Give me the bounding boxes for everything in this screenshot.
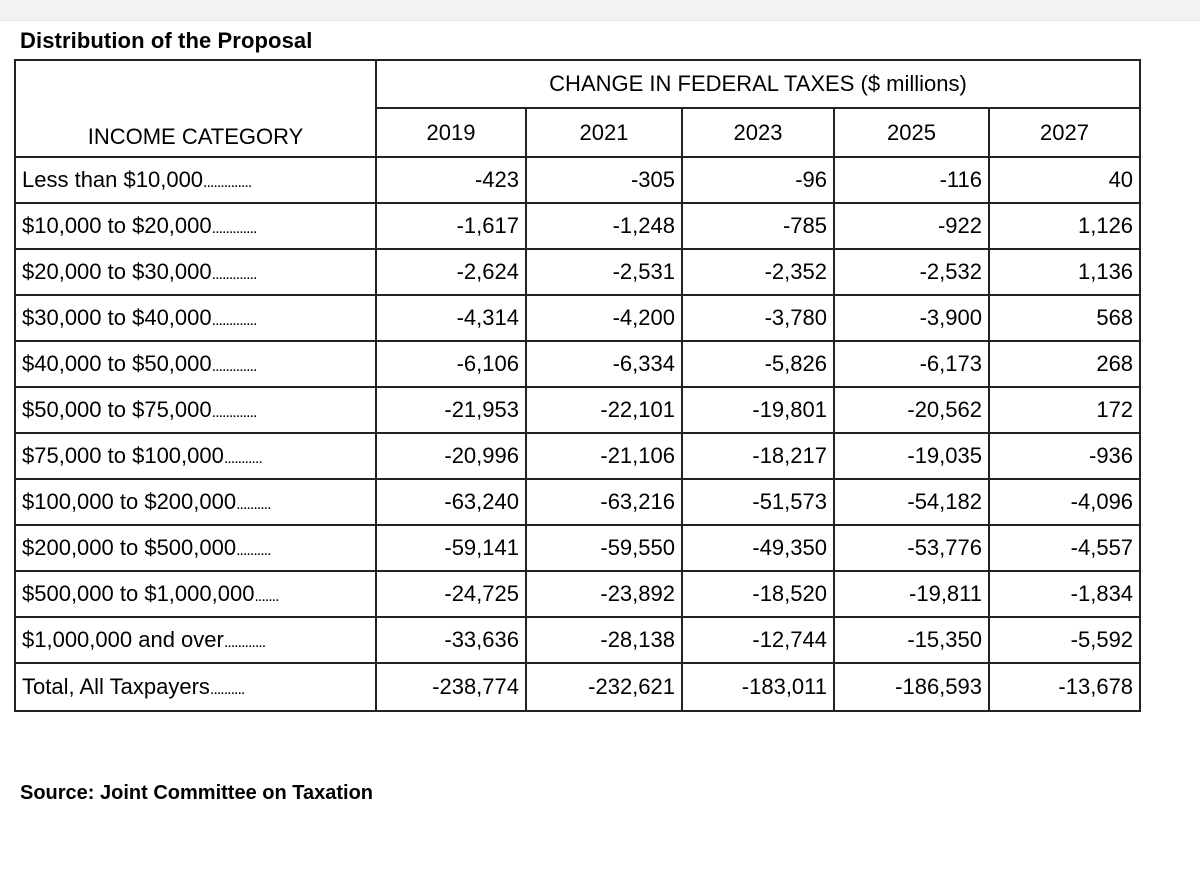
income-category-label: $75,000 to $100,000 [22,443,224,468]
leader-dots: ............. [211,404,257,421]
value-cell: -59,141 [376,525,526,571]
value-cell: -33,636 [376,617,526,663]
value-cell: -3,780 [682,295,834,341]
leader-dots: ............. [211,312,257,329]
leader-dots: ....... [254,588,279,605]
distribution-table [14,59,1141,712]
value-cell: -13,678 [989,663,1140,711]
income-category-cell [15,663,376,711]
value-cell: -12,744 [682,617,834,663]
value-cell: -21,106 [526,433,682,479]
value-cell: -49,350 [682,525,834,571]
income-category-label: $500,000 to $1,000,000 [22,581,255,606]
value-cell: -63,240 [376,479,526,525]
value-cell: -19,035 [834,433,989,479]
income-category-label: $30,000 to $40,000 [22,305,212,330]
value-cell: 1,126 [989,203,1140,249]
value-cell: -20,996 [376,433,526,479]
income-category-cell [15,203,376,249]
value-cell: -922 [834,203,989,249]
value-cell: 568 [989,295,1140,341]
value-cell: -18,520 [682,571,834,617]
income-category-label: $1,000,000 and over [22,627,224,652]
value-cell: -1,617 [376,203,526,249]
year-header: 2025 [834,108,989,157]
income-category-cell [15,571,376,617]
leader-dots: .............. [203,174,252,191]
value-cell: -4,557 [989,525,1140,571]
table-row [15,525,1140,571]
value-cell: -238,774 [376,663,526,711]
table-row [15,249,1140,295]
value-cell: -19,801 [682,387,834,433]
table-row [15,341,1140,387]
income-category-cell [15,479,376,525]
table-row [15,157,1140,203]
value-cell: -3,900 [834,295,989,341]
income-category-label: $20,000 to $30,000 [22,259,212,284]
value-cell: -53,776 [834,525,989,571]
value-cell: -2,624 [376,249,526,295]
value-cell: -96 [682,157,834,203]
leader-dots: ............. [211,220,257,237]
income-category-label: Total, All Taxpayers [22,674,210,699]
value-cell: -936 [989,433,1140,479]
value-cell: -5,826 [682,341,834,387]
income-category-header: INCOME CATEGORY [15,60,376,157]
value-cell: -5,592 [989,617,1140,663]
income-category-cell [15,295,376,341]
value-cell: -4,200 [526,295,682,341]
income-category-label: $40,000 to $50,000 [22,351,212,376]
income-category-cell [15,387,376,433]
year-header: 2027 [989,108,1140,157]
income-category-label: $100,000 to $200,000 [22,489,237,514]
source-note: Source: Joint Committee on Taxation [20,782,373,804]
leader-dots: ............. [211,358,257,375]
value-cell: -23,892 [526,571,682,617]
year-header: 2023 [682,108,834,157]
year-header: 2021 [526,108,682,157]
income-category-label: $50,000 to $75,000 [22,397,212,422]
year-header: 2019 [376,108,526,157]
table-row [15,571,1140,617]
table-row [15,387,1140,433]
value-cell: -28,138 [526,617,682,663]
income-category-label: $10,000 to $20,000 [22,213,212,238]
value-cell: -1,248 [526,203,682,249]
value-cell: -183,011 [682,663,834,711]
value-cell: -116 [834,157,989,203]
income-category-cell [15,249,376,295]
table-body [15,157,1140,711]
total-row [15,663,1140,711]
table-row [15,617,1140,663]
value-cell: -51,573 [682,479,834,525]
table-row [15,479,1140,525]
value-cell: -20,562 [834,387,989,433]
leader-dots: .......... [209,681,245,698]
leader-dots: .......... [236,542,271,559]
leader-dots: .......... [236,496,271,513]
value-cell: -19,811 [834,571,989,617]
value-cell: -6,173 [834,341,989,387]
value-cell: 1,136 [989,249,1140,295]
value-cell: -232,621 [526,663,682,711]
table-row [15,295,1140,341]
value-cell: -24,725 [376,571,526,617]
income-category-cell [15,433,376,479]
value-cell: 40 [989,157,1140,203]
income-category-cell [15,525,376,571]
value-cell: -186,593 [834,663,989,711]
income-category-label: Less than $10,000 [22,167,204,192]
value-cell: -4,314 [376,295,526,341]
leader-dots: ........... [223,450,262,467]
income-category-cell [15,617,376,663]
value-cell: -6,106 [376,341,526,387]
value-cell: 268 [989,341,1140,387]
value-cell: -18,217 [682,433,834,479]
value-cell: -2,531 [526,249,682,295]
value-cell: -423 [376,157,526,203]
table-row [15,203,1140,249]
value-cell: -21,953 [376,387,526,433]
leader-dots: ............ [223,634,266,651]
table-row [15,433,1140,479]
value-cell: -305 [526,157,682,203]
document-title: Distribution of the Proposal [20,28,313,53]
value-cell: -2,532 [834,249,989,295]
value-cell: -63,216 [526,479,682,525]
value-cell: -59,550 [526,525,682,571]
income-category-cell [15,157,376,203]
value-cell: -2,352 [682,249,834,295]
value-cell: -1,834 [989,571,1140,617]
income-category-label: $200,000 to $500,000 [22,535,237,560]
top-strip [0,0,1200,21]
value-cell: -22,101 [526,387,682,433]
value-cell: 172 [989,387,1140,433]
value-cell: -4,096 [989,479,1140,525]
value-cell: -54,182 [834,479,989,525]
change-in-federal-taxes-header: CHANGE IN FEDERAL TAXES ($ millions) [376,60,1140,108]
income-category-cell [15,341,376,387]
value-cell: -15,350 [834,617,989,663]
leader-dots: ............. [211,266,257,283]
value-cell: -6,334 [526,341,682,387]
value-cell: -785 [682,203,834,249]
